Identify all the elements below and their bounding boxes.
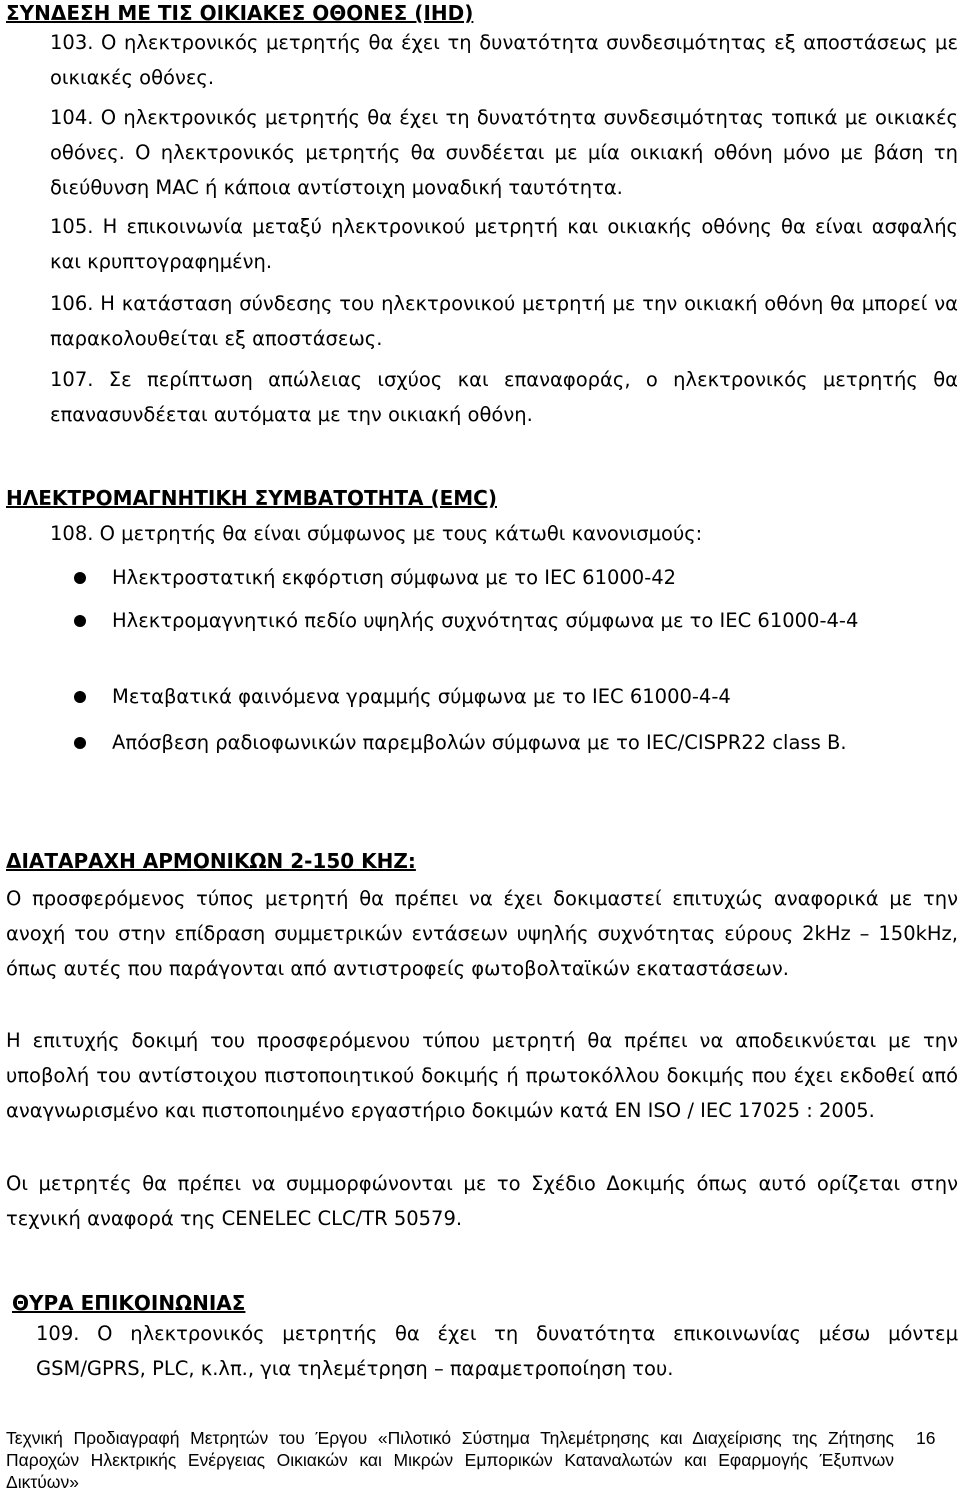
section-heading-port: ΘΥΡΑ ΕΠΙΚΟΙΝΩΝΙΑΣ — [12, 1291, 246, 1315]
item-number: 108. — [50, 522, 94, 545]
harmonics-paragraph-2: Η επιτυχής δοκιμή του προσφερόμενου τύπου μετρητή θα πρέπει να αποδεικνύεται με την υποβολή του αντίστοιχου πιστοποιητικού δοκιμής ή πρωτοκόλλου δοκιμής που έχει εκδοθεί από αναγνωρισμένο και πιστοποιημένο εργαστήριο δοκιμών κατά EN ISO / IEC 17025 : 2005. — [6, 1029, 958, 1122]
list-item: Ηλεκτροστατική εκφόρτιση σύμφωνα με το IEC 61000-42 — [112, 566, 677, 589]
item-text: Ο ηλεκτρονικός μετρητής θα έχει τη δυνατότητα συνδεσιμότητας τοπικά με οικιακές οθόνες. Ο ηλεκτρονικός μετρητής θα συνδέεται με μία οικιακή οθόνη μόνο με βάση τη διεύθυνση MAC ή κάποια αντίστοιχη μοναδική ταυτότητα. — [50, 106, 958, 199]
item-104 — [50, 100, 958, 205]
item-103 — [50, 25, 958, 95]
item-text: Ο μετρητής θα είναι σύμφωνος με τους κάτωθι κανονισμούς: — [99, 522, 703, 545]
item-109 — [36, 1316, 958, 1386]
item-number: 105. — [50, 215, 94, 238]
list-item: Μεταβατικά φαινόμενα γραμμής σύμφωνα με το IEC 61000-4-4 — [112, 685, 731, 708]
item-number: 104. — [50, 106, 94, 129]
bullet-icon — [74, 572, 86, 584]
item-text: Η επικοινωνία μεταξύ ηλεκτρονικού μετρητή και οικιακής οθόνης θα είναι ασφαλής και κρυπτογραφημένη. — [50, 215, 958, 273]
item-number: 106. — [50, 292, 94, 315]
item-text: Η κατάσταση σύνδεσης του ηλεκτρονικού μετρητή με την οικιακή οθόνη θα μπορεί να παρακολουθείται εξ αποστάσεως. — [50, 292, 958, 350]
harmonics-paragraph-3: Οι μετρητές θα πρέπει να συμμορφώνονται με το Σχέδιο Δοκιμής όπως αυτό ορίζεται στην τεχνική αναφορά της CENELEC CLC/TR 50579. — [6, 1172, 958, 1230]
item-text: Ο ηλεκτρονικός μετρητής θα έχει τη δυνατότητα συνδεσιμότητας εξ αποστάσεως με οικιακές οθόνες. — [50, 31, 958, 89]
bullet-icon — [74, 737, 86, 749]
bullet-icon — [74, 615, 86, 627]
item-number: 103. — [50, 31, 94, 54]
list-item: Ηλεκτρομαγνητικό πεδίο υψηλής συχνότητας σύμφωνα με το IEC 61000-4-4 — [112, 609, 859, 632]
item-106 — [50, 286, 958, 356]
list-item: Απόσβεση ραδιοφωνικών παρεμβολών σύμφωνα με το IEC/CISPR22 class B. — [112, 731, 847, 754]
item-text: Σε περίπτωση απώλειας ισχύος και επαναφοράς, ο ηλεκτρονικός μετρητής θα επανασυνδέεται αυτόματα με την οικιακή οθόνη. — [50, 368, 959, 426]
item-number: 107. — [50, 368, 94, 391]
item-number: 109. — [36, 1322, 80, 1345]
item-text: Ο ηλεκτρονικός μετρητής θα έχει τη δυνατότητα επικοινωνίας μέσω μόντεμ GSM/GPRS, PLC, κ.λπ., για τηλεμέτρηση – παραμετροποίηση του. — [36, 1322, 958, 1380]
item-107 — [50, 362, 958, 432]
section-heading-ihd: ΣΥΝΔΕΣΗ ΜΕ ΤΙΣ ΟΙΚΙΑΚΕΣ ΟΘΟΝΕΣ (IHD) — [6, 1, 474, 25]
item-108 — [50, 516, 958, 551]
page-footer: Τεχνική Προδιαγραφή Μετρητών του Έργου «Πιλοτικό Σύστημα Τηλεμέτρησης και Διαχείρισης της Ζήτησης Παροχών Ηλεκτρικής Ενέργειας Οικιακών και Μικρών Εμπορικών Καταναλωτών και Εφαρμογής Έξυπνων Δικτύων» — [6, 1428, 894, 1492]
harmonics-paragraph-1: Ο προσφερόμενος τύπος μετρητή θα πρέπει να έχει δοκιμαστεί επιτυχώς αναφορικά με την ανοχή του στην επίδραση συμμετρικών εντάσεων υψηλής συχνότητας εύρους 2kHz – 150kHz, όπως αυτές που παράγονται από αντιστροφείς φωτοβολταϊκών εκαταστάσεων. — [6, 887, 958, 980]
bullet-icon — [74, 691, 86, 703]
section-heading-emc: ΗΛΕΚΤΡΟΜΑΓΝΗΤΙΚΗ ΣΥΜΒΑΤΟΤΗΤΑ (EMC) — [6, 486, 497, 510]
item-105 — [50, 209, 958, 279]
section-heading-harmonics: ΔΙΑΤΑΡΑΧΗ ΑΡΜΟΝΙΚΩΝ 2-150 KHZ: — [6, 849, 416, 873]
page-number: 16 — [916, 1428, 936, 1448]
